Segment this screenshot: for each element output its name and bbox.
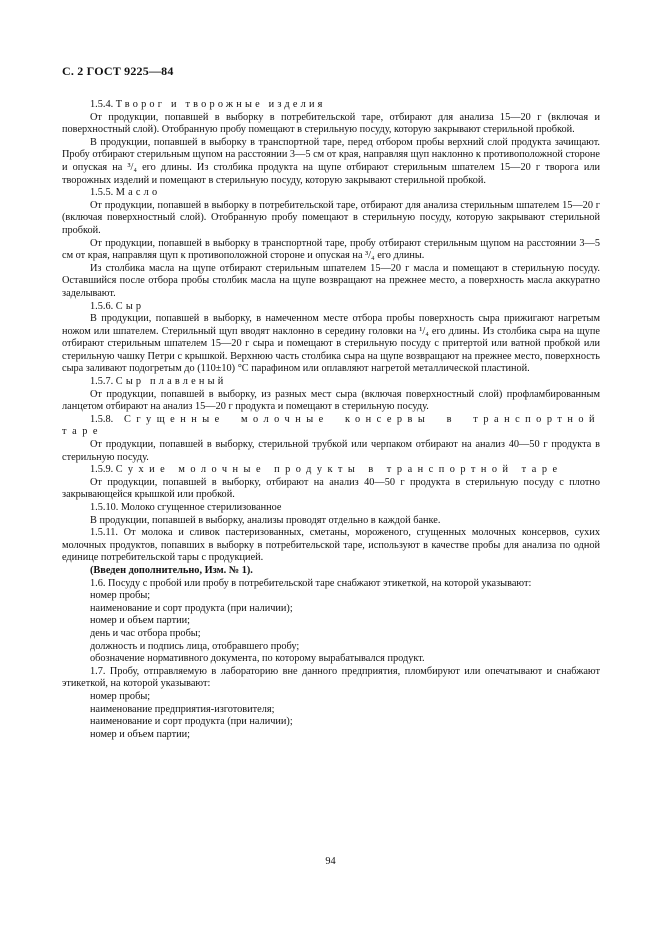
list-item: обозначение нормативного документа, по которому вырабатывался продукт. <box>90 653 425 665</box>
page-number: 94 <box>325 856 336 867</box>
paragraph: В продукции, попавшей в выборку, в намеченном месте отбора пробы поверхность сыра прижигают нагретым ножом или шпателем. Стерильный щуп вводят наклонно в середину головки на ¹/₄ его длины. Из столбика сыра на щупе отбирают стерильным шпателем 15—20 г сыра и помещают в стерильную посуду с притертой или ватной пробкой или стерильную чашку Петри с крышкой. Верхнюю часть столбика сыра на щупе возвращают на прежнее место, поверхность сыра заливают подогретым до (110±10) °С парафином или оплавляют нагретой металлической пластиной. <box>62 313 600 375</box>
list-item: наименование и сорт продукта (при наличии); <box>90 716 293 728</box>
paragraph: 1.5.11. От молока и сливок пастеризованных, сметаны, мороженого, сгущенных молочных консервов, сухих молочных продуктов, попавших в выборку в потребительской таре, используют в качестве пробы для анализа по одной единице потребительской тары с продукцией. <box>62 527 600 564</box>
paragraph: От продукции, попавшей в выборку, отбирают на анализ 40—50 г продукта в стерильную посуду с плотно закрывающейся крышкой или пробкой. <box>62 476 600 501</box>
page-header: С. 2 ГОСТ 9225—84 <box>62 64 174 78</box>
section-title: Масло <box>115 187 161 199</box>
section-heading <box>62 187 600 200</box>
section-heading <box>62 376 600 389</box>
paragraph: От продукции, попавшей в выборку в транспортной таре, пробу отбирают стерильным щупом на расстоянии 3—5 см от края, направляя щуп к противоположной стороне и опуская на ³/₄ его длины. <box>62 237 600 262</box>
section-title: Сыр плавленый <box>115 376 227 388</box>
section-number: 1.5.5. <box>90 187 114 199</box>
document-body <box>62 99 600 741</box>
paragraph: От продукции, попавшей в выборку, из разных мест сыра (включая поверхностный слой) профламбированным ланцетом отбирают на анализ 15—20 г продукта и помещают в стерильную посуду. <box>62 388 600 413</box>
section-number: 1.5.7. <box>90 376 114 388</box>
list-item: наименование предприятия-изготовителя; <box>90 703 275 715</box>
section-number: 1.5.9. <box>90 464 114 476</box>
section-title: Сгущенные молочные консервы в транспортной таре <box>62 413 600 438</box>
list-item: наименование и сорт продукта (при наличии); <box>90 602 293 614</box>
paragraph: 1.5.10. Молоко сгущенное стерилизованное <box>90 502 282 513</box>
paragraph: От продукции, попавшей в выборку в потребительской таре, отбирают для анализа стерильным шпателем 15—20 г (включая поверхностный слой). Отобранную пробу помещают в стерильную посуду, которую закрывают стерильной пробкой. <box>62 199 600 236</box>
paragraph: От продукции, попавшей в выборку, стерильной трубкой или черпаком отбирают на анализ 40—50 г продукта в стерильную посуду. <box>62 439 600 463</box>
paragraph: Из столбика масла на щупе отбирают стерильным шпателем 15—20 г масла и помещают в стерильную посуду. Оставшийся после отбора пробы столбик масла на щупе возвращают на прежнее место, а поверхность масла аккуратно заделывают. <box>62 262 600 299</box>
section-heading <box>62 414 600 439</box>
section-number: 1.5.6. <box>90 300 114 312</box>
section-heading <box>62 301 600 314</box>
section-number: 1.5.4. <box>90 99 114 110</box>
paragraph: От продукции, попавшей в выборку в потребительской таре, отбирают для анализа 15—20 г (включая и поверхностный слой). Отобранную пробу помещают в стерильную посуду, которую закрывают стерильной пробкой. <box>62 111 600 136</box>
paragraph: В продукции, попавшей в выборку, анализы проводят отдельно в каждой банке. <box>90 514 441 526</box>
paragraph: 1.6. Посуду с пробой или пробу в потребительской таре снабжают этикеткой, на которой указывают: <box>90 577 532 589</box>
list-item: номер пробы; <box>90 590 151 602</box>
list-item: номер и объем партии; <box>90 728 190 740</box>
section-number: 1.5.8. <box>90 413 114 425</box>
section-title: Творог и творожные изделия <box>115 99 326 110</box>
list-item: должность и подпись лица, отобравшего пробу; <box>90 640 300 652</box>
list-item: день и час отбора пробы; <box>90 627 201 639</box>
paragraph: (Введен дополнительно, Изм. № 1). <box>90 564 253 576</box>
paragraph: 1.7. Пробу, отправляемую в лабораторию вне данного предприятия, пломбируют или опечатывают и снабжают этикеткой, на которой указывают: <box>62 665 600 690</box>
section-title: Сыр <box>115 300 145 312</box>
section-title: Сухие молочные продукты в транспортной таре <box>115 464 563 476</box>
list-item: номер пробы; <box>90 690 151 702</box>
list-item: номер и объем партии; <box>90 615 190 627</box>
paragraph: В продукции, попавшей в выборку в транспортной таре, перед отбором пробы верхний слой продукта зачищают. Пробу отбирают стерильным щупом на расстоянии 3—5 см от края, направляя щуп наклонно к противоположной стороне и опуская на ³/₄ его длины. Из столбика продукта на щупе отбирают стерильным шпателем 15—20 г творога или творожных изделий и помещают в стерильную посуду, которую закрывают стерильной пробкой. <box>62 136 600 186</box>
section-heading <box>62 464 600 477</box>
section-heading <box>62 99 600 112</box>
